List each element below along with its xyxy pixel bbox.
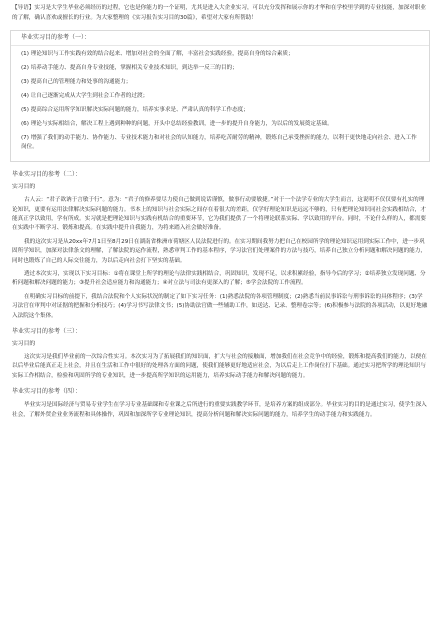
section-1-item: (3) 提高自己的管理能力和处事的沟通能力； <box>21 79 132 86</box>
section-1-item: (1) 理论知识与工作实践有效的结合起来、增加对社会的全面了解，丰富社会实践经验，提高自身的综合素质； <box>21 51 294 58</box>
section-1-item: (6) 理论与实际相结合，解决工程上遇到种种的问题，开头中总结经验教训，进一步的提升自身能力，为以后的发展奠定基础。 <box>21 121 333 128</box>
section-4-title: 毕业实习目的参考（四）： <box>12 388 82 396</box>
section-1-box <box>10 30 430 162</box>
section-2-subtitle: 实习目的 <box>12 184 36 191</box>
section-2-paragraph: 我的这次实习是从20xx年7月1日至8月29日在湖南省株洲市荷塘区人民法院进行的。在实习期间我努力把自己在校园所学的理论知识运用到实际工作中，进一步巩固所学知识，加深对法律条文的理解，了解法院的运作流程，熟悉审判工作的基本程序，学习法官们处理案件的方法与技巧，培养自己独立分析问题和解决问题的能力，同时也锻炼了自己的人际交往能力，为以后走向社会打下坚实的基础。 <box>12 238 426 264</box>
section-4-paragraph: 毕业实习是国际经济与贸易专业学生在学习专业基础课和专业课之后所进行的重要实践教学环节，是培养方案的组成部分。毕业实习的目的是通过实习，使学生深入社会，了解外贸企业业务流程和具体操作，巩固和加深所学专业理论知识，提高分析问题和解决实际问题的能力，培养学生的动手能力和实践能力。 <box>12 402 427 418</box>
section-3-subtitle: 实习目的 <box>12 341 36 348</box>
section-3-title: 毕业实习目的参考（三）： <box>12 328 82 336</box>
section-1-title: 毕业实习目的参考（一）： <box>11 31 429 46</box>
section-1-item: (7) 增强了我们的动手能力、协作能力、专业技术能力和对社会的认知能力，培养吃苦耐劳的精神，锻炼自己承受挫折的能力，以利于更快地走向社会、进入工作岗位。 <box>21 135 417 151</box>
section-1-item: (4) 让自己逐渐完成从大学生到社会工作者的过渡； <box>21 93 149 100</box>
intro-text: 【导语】实习是大学生毕业必须经历的过程，它也是你能力的一个证明，尤其是进入大企业实习，可以充分发挥和展示你的才华和在学校里学到的专业技能，加深对职业的了解，确认喜欢或擅长的行业。为大家整理的《实习报告实习目的30篇》，希望对大家有所帮助！ <box>12 5 426 21</box>
section-3-paragraph: 这次实习是我们毕业前的一次综合性实习。本次实习为了拓展我们的知识面，扩大与社会的接触面，增加我们在社会竞争中的经验，锻炼和提高我们的能力，以便在以后毕业后能真正走上社会，并且在生活和工作中很好的处理各方面的问题，使我们能够更好地适应社会，为以后走上工作岗位打下基础。通过实习把所学的理论知识与实际工作相结合，检验和巩固所学的专业知识，进一步提高所学知识的运用能力，培养实际动手能力和解决问题的能力。 <box>12 354 427 379</box>
section-2-paragraph: 透过本次实习，实现以下实习目标：①将在课堂上所学的理论与法律实践相结合，巩固知识，发现不足，以求积累经验，指导今后的学习；②培养独立发现问题、分析问题和解决问题的能力；③提升社会适应能力和沟通能力；④对立法与司法有更深入的了解；⑤学会法院的工作流程。 <box>12 271 426 287</box>
section-1-item: (5) 提高综合运用所学知识解决实际问题的能力，培养实事求是、严肃认真的科学工作态度； <box>21 107 249 114</box>
section-2-paragraph: 古人云：“君子欲讷于言敏于行”。意为：“君子的修养要尽力使自己做到说话谨慎，做事行动要敏捷。”对于一个法学专业的大学生而言，这说明不仅仅要有扎实的理论知识，更要有运用法律解决实际问题的能力。书本上的知识与社会实际之间存在着很大的差距，仅学好理论知识是远远不够的，只有把理论知识同社会实践相结合，才能真正学以致用，学有所成。实习就是把理论知识与实践有机结合的重要环节，它为我们提供了一个将理论联系实际、学以致用的平台。同时，不论什么样的人，都需要在实践中不断学习、锻炼和提高。在实践中提升自我能力，为将来踏入社会做好准备。 <box>12 197 426 232</box>
section-2-title: 毕业实习目的参考（二）： <box>12 171 82 179</box>
section-1-item: (2) 培养动手能力、提高自身专业技能，掌握相关专业技术知识，到达举一反三的目的； <box>21 65 238 72</box>
section-2-paragraph: 在明确实习目标的前提下，我结合法院和个人实际状况的制定了如下实习任务：(1)熟悉法院的各项管理制度；(2)熟悉当前民事诉讼与刑事诉讼的具体程序；(3)学习法官在审判中对证据的把握和分析技巧；(4)学习书写法律文书；(5)协助法官做一些辅助工作，如送达、记录、整理卷宗等；(6)积极参与法院的各项活动，以更好地融入法院这个集体。 <box>12 293 428 319</box>
